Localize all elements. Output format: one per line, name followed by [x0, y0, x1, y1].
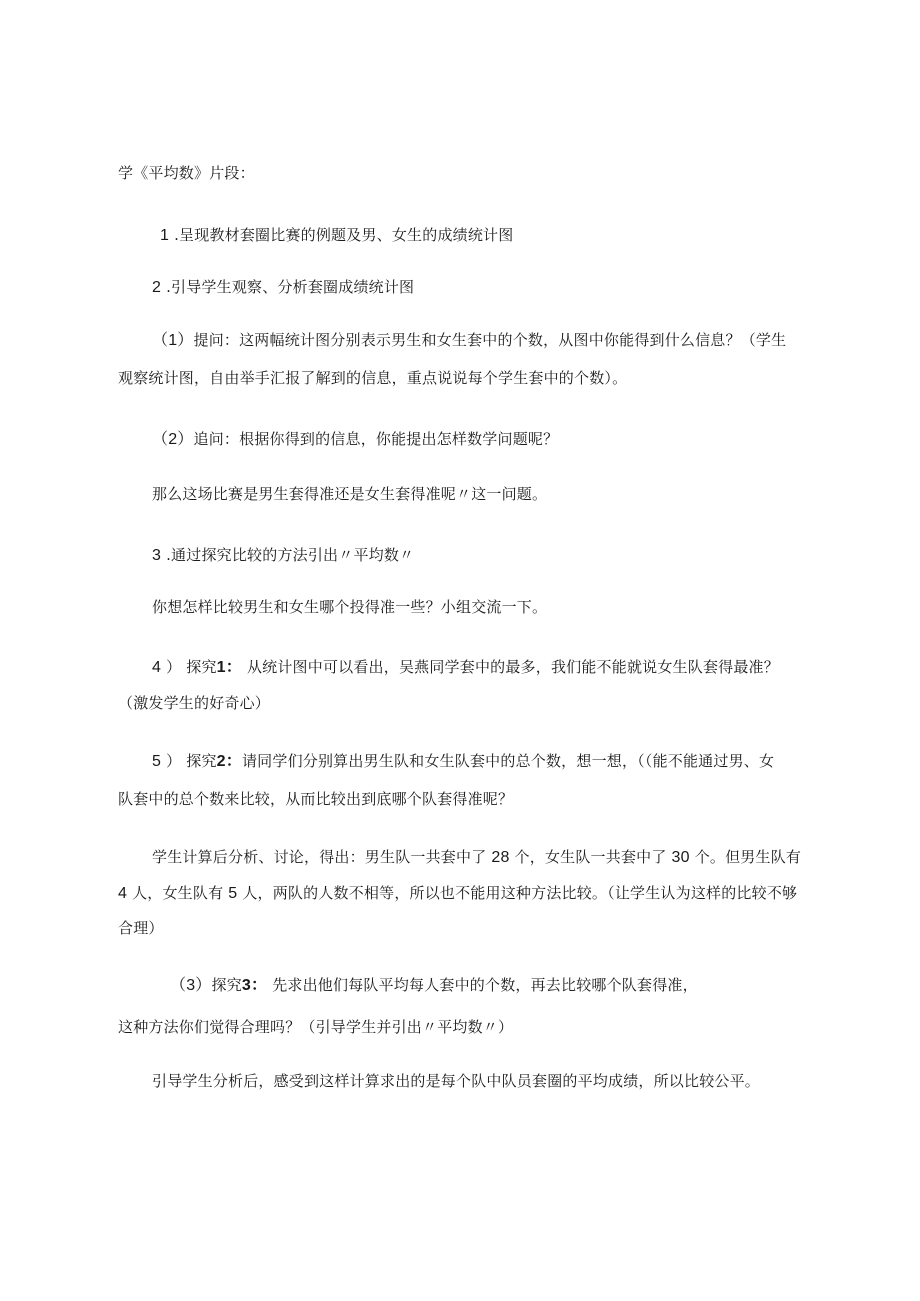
item-number: 4: [152, 659, 162, 676]
explore-label: 探究: [186, 658, 217, 676]
sub-item-text: 提问：这两幅统计图分别表示男生和女生套中的个数，从图中你能得到什么信息？（学生: [193, 331, 787, 349]
sub-item-1-line-2: [118, 368, 627, 388]
heading-text: 学《平均数》片段：: [118, 164, 255, 182]
list-item-5-line-2: [118, 789, 513, 809]
sub-item-1-line-1: [152, 330, 786, 351]
paragraph-calc-line-1: [152, 847, 801, 868]
explore-label: 探究: [186, 752, 217, 770]
paragraph-text: 你想怎样比较男生和女生哪个投得准一些？小组交流一下。: [152, 598, 548, 616]
paragraph-text: 合理）: [118, 919, 164, 937]
sub-item-number: （3）: [170, 977, 212, 994]
paragraph-text: 个。但男生队有: [694, 848, 802, 866]
paragraph-text: 引导学生分析后，感受到这样计算求出的是每个队中队员套圈的平均成绩，所以比较公平。: [152, 1072, 761, 1090]
item-text-continued: （激发学生的好奇心）: [118, 694, 271, 712]
sub-item-number: （1）: [152, 332, 194, 349]
list-item-3: [152, 545, 414, 566]
explore-label-number: 3：: [241, 977, 268, 994]
item-text: .引导学生观察、分析套圈成绩统计图: [166, 278, 415, 296]
sub-item-text-continued: 观察统计图，自由举手汇报了解到的信息，重点说说每个学生套中的个数）。: [118, 369, 628, 387]
paragraph-text: 那么这场比赛是男生套得准还是女生套得准呢〃这一问题。: [152, 485, 548, 503]
explore-label-number: 1：: [216, 659, 242, 676]
count-value: 4: [118, 885, 128, 902]
list-item-2: [152, 277, 414, 298]
item-number: 5: [152, 753, 162, 770]
count-value: 5: [228, 885, 238, 902]
count-value: 30: [671, 849, 690, 866]
sub-item-2: [152, 429, 558, 450]
sub-item-number: （2）: [152, 431, 194, 448]
paragraph-calc-line-3: [118, 918, 164, 938]
count-value: 28: [491, 849, 510, 866]
list-item-4-line-2: [118, 693, 270, 713]
explore-label-number: 2：: [216, 753, 242, 770]
item-paren: ）: [166, 658, 182, 676]
paragraph-text: 个，女生队一共套中了: [514, 848, 667, 866]
sub-item-3-line-1: [170, 975, 698, 996]
explore-label: 探究: [211, 976, 242, 994]
list-item-1: [160, 225, 513, 246]
item-text: 请同学们分别算出男生队和女生队套中的总个数，想一想，（（能不能通过男、女: [241, 752, 775, 770]
section-heading: [118, 163, 255, 183]
item-text: .呈现教材套圈比赛的例题及男、女生的成绩统计图: [174, 226, 514, 244]
sub-item-text: 先求出他们每队平均每人套中的个数，再去比较哪个队套得准，: [272, 976, 698, 994]
item-number: 1: [160, 227, 170, 244]
sub-item-text-continued: 这种方法你们觉得合理吗？（引导学生并引出〃平均数〃）: [118, 1018, 514, 1036]
list-item-5-line-1: [152, 751, 774, 772]
item-text-continued: 队套中的总个数来比较，从而比较出到底哪个队套得准呢？: [118, 790, 514, 808]
sub-item-text: 追问：根据你得到的信息，你能提出怎样数学问题呢？: [193, 430, 559, 448]
item-number: 2: [152, 279, 162, 296]
paragraph-text: 学生计算后分析、讨论，得出：男生队一共套中了: [152, 848, 487, 866]
list-item-4-line-1: [152, 657, 779, 678]
sub-item-3-line-2: [118, 1017, 513, 1037]
paragraph-question: [152, 484, 547, 504]
paragraph-conclusion: [152, 1071, 760, 1091]
paragraph-calc-line-2: [118, 883, 797, 904]
item-text: .通过探究比较的方法引出〃平均数〃: [166, 546, 415, 564]
paragraph-text: 人，女生队有: [132, 884, 224, 902]
item-number: 3: [152, 547, 162, 564]
item-paren: ）: [166, 752, 182, 770]
paragraph-text: 人，两队的人数不相等，所以也不能用这种方法比较。（让学生认为这样的比较不够: [242, 884, 798, 902]
paragraph-compare: [152, 597, 547, 617]
item-text: 从统计图中可以看出，吴燕同学套中的最多，我们能不能就说女生队套得最准？: [246, 658, 779, 676]
